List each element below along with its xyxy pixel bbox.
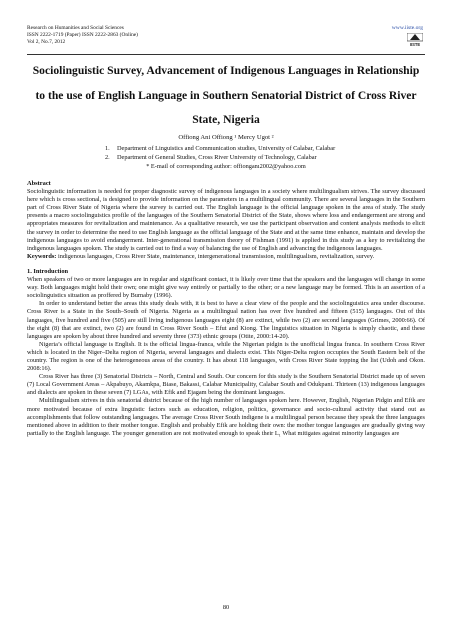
paper-title: Sociolinguistic Survey, Advancement of Indigenous Languages in Relationship to the use of English Language in Southern Senatorial District of Cross River State, Nigeria bbox=[32, 64, 420, 126]
journal-url[interactable]: www.iiste.org bbox=[391, 25, 423, 31]
keywords-label: Keywords: bbox=[27, 252, 57, 260]
abstract-heading: Abstract bbox=[27, 180, 51, 187]
affiliations bbox=[105, 144, 335, 162]
iiste-logo-icon bbox=[407, 33, 423, 47]
paper-body bbox=[27, 180, 425, 438]
journal-header-right bbox=[392, 25, 423, 52]
affiliation-1: 1. Department of Linguistics and Communication studies, University of Calabar, Calabar bbox=[105, 145, 336, 152]
journal-volume: Vol 2, No.7, 2012 bbox=[27, 39, 66, 45]
journal-name: Research on Humanities and Social Sciences bbox=[27, 25, 124, 31]
page-number: 80 bbox=[222, 604, 230, 611]
intro-paragraph-5: Multilingualism strives in this senatorial district because of the high number of languages spoken here. However, English, Nigerian Pidgin and Efik are more motivated because of extra linguistic factors such as education, religion, politics, governance and socio-cultural activity that stand out as accomplishments that follow outstanding languages. The average Cross River South indigene is a multilingual person because they speak the three languages mentioned above in addition to their mother tongue. English and probably Efik are holding their own: the mother tongue languages are gradually giving way partially to the English language. The younger generation are not motivated enough to speak their L₁ What mitigates against minority languages are bbox=[27, 397, 425, 437]
journal-issn: ISSN 2222-1719 (Paper) ISSN 2222-2863 (Online) bbox=[27, 32, 138, 38]
abstract-text: Sociolinguistic information is needed for proper diagnostic survey of indigenous languages in a society where multilingualism strives. The survey discussed here which is cross sectional, is designed to provide information on the parameters in a multilingual community. There are several languages in the Southern part of Cross River State of Nigeria where the survey is carried out. The English language is the official language spoken in the area of study. The study presents a macro sociolinguistics profile of the languages of the Southern Senatorial District of the State, shows where loss and endangerment are strong and appropriates measures for revitalization and maintenance. As a qualitative research, we use the participant observation and content analysis methods to elicit the survey in order to determine the need to use English language as the official language of the State and at the same time enhance, maintain and develop the indigenous languages to avoid endangerment. Inter-generational transmission theory of Fishman (1991) is applied in this study as a key to revitalizing the indigenous languages spoken. The study is carried out to find a way of balancing the use of English and advancing the indigenous languages. bbox=[27, 188, 425, 252]
corresponding-email: * E-mail of corresponding author: offionganı2002@yahoo.com bbox=[146, 163, 306, 170]
intro-paragraph-2: In order to understand better the areas this study deals with, it is best to have a clear view of the people and the sociolinguistics area under discourse. Cross River is a State in the South–South of Nigeria. Nigeria as a multilingual nation has over five hundred and fifteen (515) languages. Out of this languages, five hundred and five (505) are still living indigenous languages eight (8) are extinct, while two (2) are second languages (Grimes, 2000:66). Of the eight (8) that are extinct, two (2) are found in Cross River South – Efut and Kiong. The linguistics situation in Nigeria is simply chaotic, and these languages are spoken by about three hundred and seventy three (373) ethnic groups (Otite, 2000:14-20). bbox=[27, 300, 425, 340]
header-rule bbox=[27, 54, 425, 55]
introduction-heading: 1. Introduction bbox=[27, 267, 69, 275]
intro-paragraph-1: When speakers of two or more languages are in regular and significant contact, it is likely over time that the speakers and the languages will change in some way. Both languages might hold their own; one might give way entirely or partially to the other; or a new language may be formed. This is an assertion of a sociolinguistics situation as proffered by Burnaby (1996). bbox=[27, 276, 425, 300]
svg-text:IISTE: IISTE bbox=[409, 42, 421, 47]
journal-header bbox=[27, 25, 327, 46]
keywords-text: indigenous languages, Cross River State, maintenance, intergenerational transmission, multilingualism, revitalization, survey. bbox=[56, 252, 375, 260]
affiliation-2: 2. Department of General Studies, Cross River University of Technology, Calabar bbox=[105, 154, 317, 161]
intro-paragraph-3: Nigeria’s official language is English. It is the official lingua-franca, while the Nigerian pidgin is the unofficial lingua franca. In southern Cross River which is located in the Niger–Delta region of Nigeria, several languages and dialects exist. This Niger-Delta region occupies the South Eastern belt of the country. The region is one of the heterogeneous areas of the country. It has about 118 languages, with Cross River State topping the list (Udoh and Okon. 2008:16). bbox=[27, 340, 425, 373]
keywords bbox=[27, 253, 425, 261]
intro-paragraph-4: Cross River has three (3) Senatorial Districts – North, Central and South. Our concern for this study is the Southern Senatorial District made up of seven (7) Local Government Areas – Akpabuyo, Akamkpa, Biase, Bakassi, Calabar Municipality, Calabar South and Odukpani. Thirteen (13) indigenous languages and dialects are spoken in these seven (7) LGAs, with Efik and Ejagam being the dominant languages. bbox=[27, 373, 425, 397]
paper-authors: Offiong Ani Offiong ¹ Mercy Ugot ² bbox=[178, 134, 274, 141]
